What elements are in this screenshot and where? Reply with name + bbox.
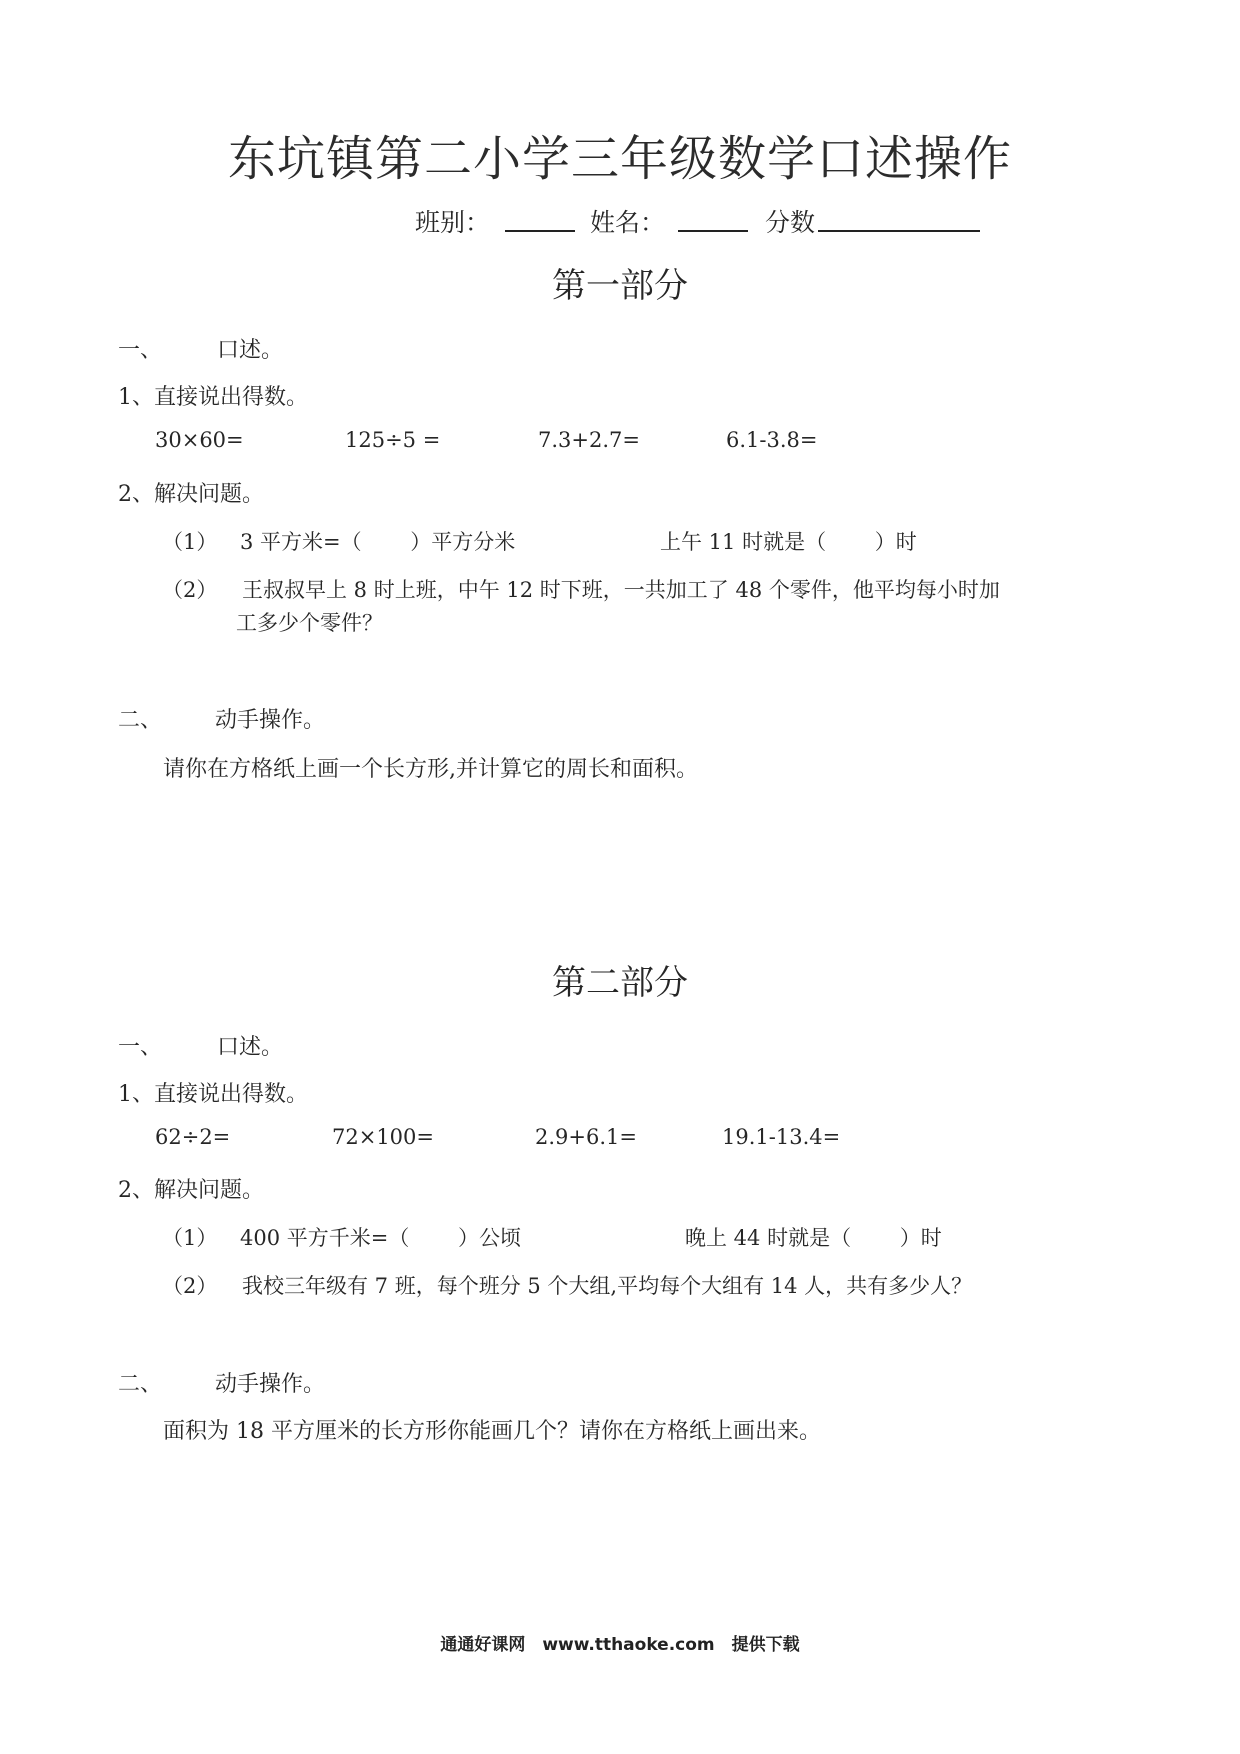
part1-section2-number: 二、 bbox=[118, 708, 163, 733]
part1-question1: 1、直接说出得数。 bbox=[118, 385, 308, 410]
name-blank[interactable] bbox=[678, 203, 748, 232]
part1-problem1-number: （1） bbox=[162, 530, 218, 554]
part2-problem1-b: 晚上 44 时就是（ ）时 bbox=[685, 1226, 942, 1250]
part2-section2-text: 面积为 18 平方厘米的长方形你能画几个？请你在方格纸上画出来。 bbox=[163, 1419, 821, 1444]
part2-section2-title: 动手操作。 bbox=[215, 1372, 326, 1397]
score-label: 分数 bbox=[765, 208, 816, 237]
score-blank[interactable] bbox=[818, 203, 980, 232]
footer-source: 通通好课网 www.tthaoke.com 提供下载 bbox=[440, 1635, 800, 1655]
part2-calc-2: 72×100= bbox=[332, 1125, 434, 1149]
class-blank[interactable] bbox=[505, 203, 575, 232]
page-title: 东坑镇第二小学三年级数学口述操作 bbox=[227, 131, 1012, 187]
part1-calc-4: 6.1-3.8= bbox=[726, 428, 818, 452]
part1-section1-title: 口述。 bbox=[217, 338, 284, 363]
part2-section1-number: 一、 bbox=[118, 1035, 163, 1060]
part1-question2: 2、解决问题。 bbox=[118, 482, 264, 507]
part1-problem1-b: 上午 11 时就是（ ）时 bbox=[660, 530, 917, 554]
part2-question1: 1、直接说出得数。 bbox=[118, 1082, 308, 1107]
part1-calc-1: 30×60= bbox=[155, 428, 244, 452]
part1-problem2-line2: 工多少个零件？ bbox=[236, 611, 383, 635]
part2-section2-number: 二、 bbox=[118, 1372, 163, 1397]
part2-problem2-number: （2） bbox=[162, 1274, 218, 1298]
part1-section2-title: 动手操作。 bbox=[215, 708, 326, 733]
part2-problem1-a: 400 平方千米=（ ）公顷 bbox=[240, 1226, 522, 1250]
part2-section1-title: 口述。 bbox=[217, 1035, 284, 1060]
part1-calc-3: 7.3+2.7= bbox=[538, 428, 640, 452]
part2-calc-4: 19.1-13.4= bbox=[722, 1125, 841, 1149]
class-label: 班别： bbox=[415, 208, 491, 237]
part2-problem2-line1: 我校三年级有 7 班，每个班分 5 个大组,平均每个大组有 14 人，共有多少人？ bbox=[242, 1274, 973, 1298]
part1-problem2-line1: 王叔叔早上 8 时上班，中午 12 时下班，一共加工了 48 个零件，他平均每小时加 bbox=[242, 578, 1000, 602]
part1-problem1-a: 3 平方米=（ ）平方分米 bbox=[240, 530, 516, 554]
part2-heading: 第二部分 bbox=[552, 963, 688, 1003]
part1-section1-number: 一、 bbox=[118, 338, 163, 363]
part1-calc-2: 125÷5 = bbox=[345, 428, 441, 452]
part1-problem2-number: （2） bbox=[162, 578, 218, 602]
part2-problem1-number: （1） bbox=[162, 1226, 218, 1250]
name-label: 姓名： bbox=[590, 208, 666, 237]
part1-heading: 第一部分 bbox=[552, 266, 688, 306]
part1-section2-text: 请你在方格纸上画一个长方形,并计算它的周长和面积。 bbox=[163, 757, 698, 782]
part2-calc-3: 2.9+6.1= bbox=[535, 1125, 637, 1149]
part2-calc-1: 62÷2= bbox=[155, 1125, 231, 1149]
part2-question2: 2、解决问题。 bbox=[118, 1178, 264, 1203]
